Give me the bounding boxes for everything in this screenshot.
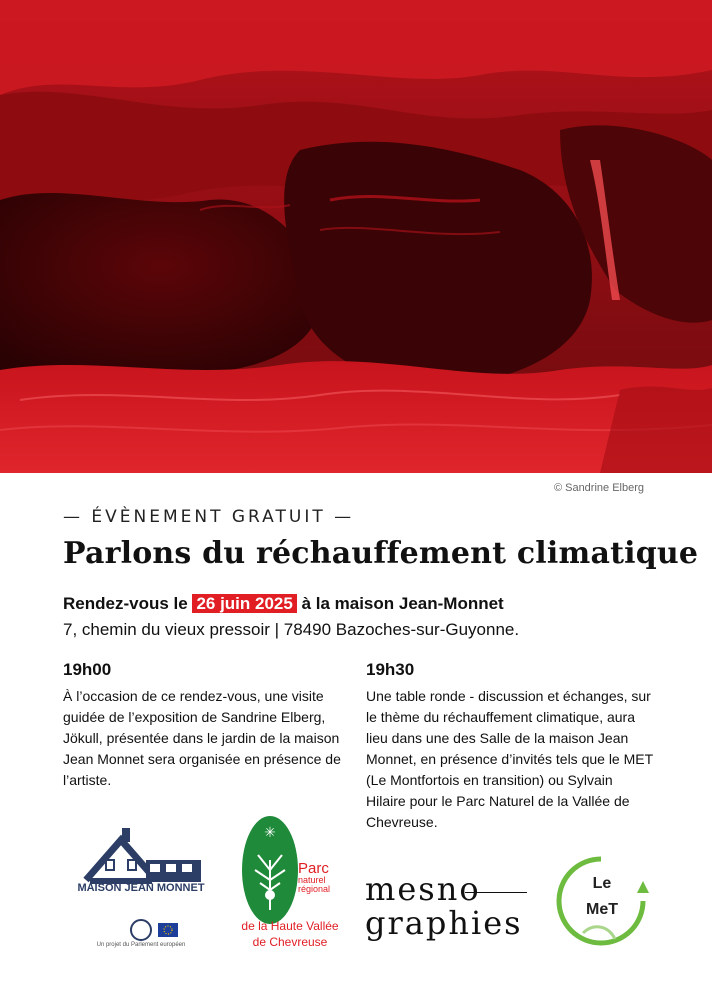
event-address: 7, chemin du vieux pressoir | 78490 Bazoches-sur-Guyonne. [63, 620, 520, 639]
park-line2: naturel [298, 875, 326, 885]
met-line2: MeT [586, 901, 618, 918]
meso-line2: graphies [365, 904, 523, 942]
rdv-suffix: à la maison Jean-Monnet [301, 594, 504, 613]
le-met-logo [553, 853, 651, 949]
program-first-text: À l’occasion de ce rendez-vous, une visite guidée de l’exposition de Sandrine Elberg, Jökull, présentée dans le jardin de la maison Jean Monnet sera organisée en présence de l’artiste. [63, 688, 341, 788]
parc-naturel-logo [240, 815, 340, 955]
meso-line1: mesno [365, 870, 481, 908]
program-second-text: Une table ronde - discussion et échanges, sur le thème du réchauffement climatique, aura lieu dans une des Salle de la maison Jean Monnet, en présence d’invités tels que le MET (Le Montfortois en transition) ou Sylvain Hilaire pour le Parc Naturel de la Vallée de Chevreuse. [366, 688, 653, 830]
park-line3: régional [298, 884, 331, 894]
mesnographies-logo [365, 870, 535, 950]
park-line5: de Chevreuse [252, 935, 328, 949]
glacier-photo-graphic [0, 0, 712, 473]
event-title: Parlons du réchauffement climatique [63, 536, 699, 571]
meso-rule [465, 892, 527, 893]
svg-text:✳: ✳ [264, 825, 276, 841]
program-second-time: 19h30 [366, 660, 415, 679]
rdv-prefix: Rendez-vous le [63, 594, 188, 613]
program-first-time: 19h00 [63, 660, 112, 679]
mjm-name: MAISON JEAN MONNET [77, 882, 205, 894]
met-line1: Le [592, 875, 612, 892]
event-date: 26 juin 2025 [192, 594, 296, 613]
park-line4: de la Haute Vallée [241, 919, 339, 933]
event-kicker: — ÉVÈNEMENT GRATUIT — [63, 507, 355, 527]
maison-jean-monnet-logo [66, 820, 216, 955]
mjm-tagline: Un projet du Parlement européen [96, 942, 186, 948]
photo-credit: © Sandrine Elberg [553, 482, 644, 494]
rendezvous-line [63, 594, 504, 614]
park-line1: Parc [298, 860, 329, 877]
program-second [366, 660, 656, 833]
program-first [63, 660, 348, 791]
hero-photo [0, 0, 712, 473]
